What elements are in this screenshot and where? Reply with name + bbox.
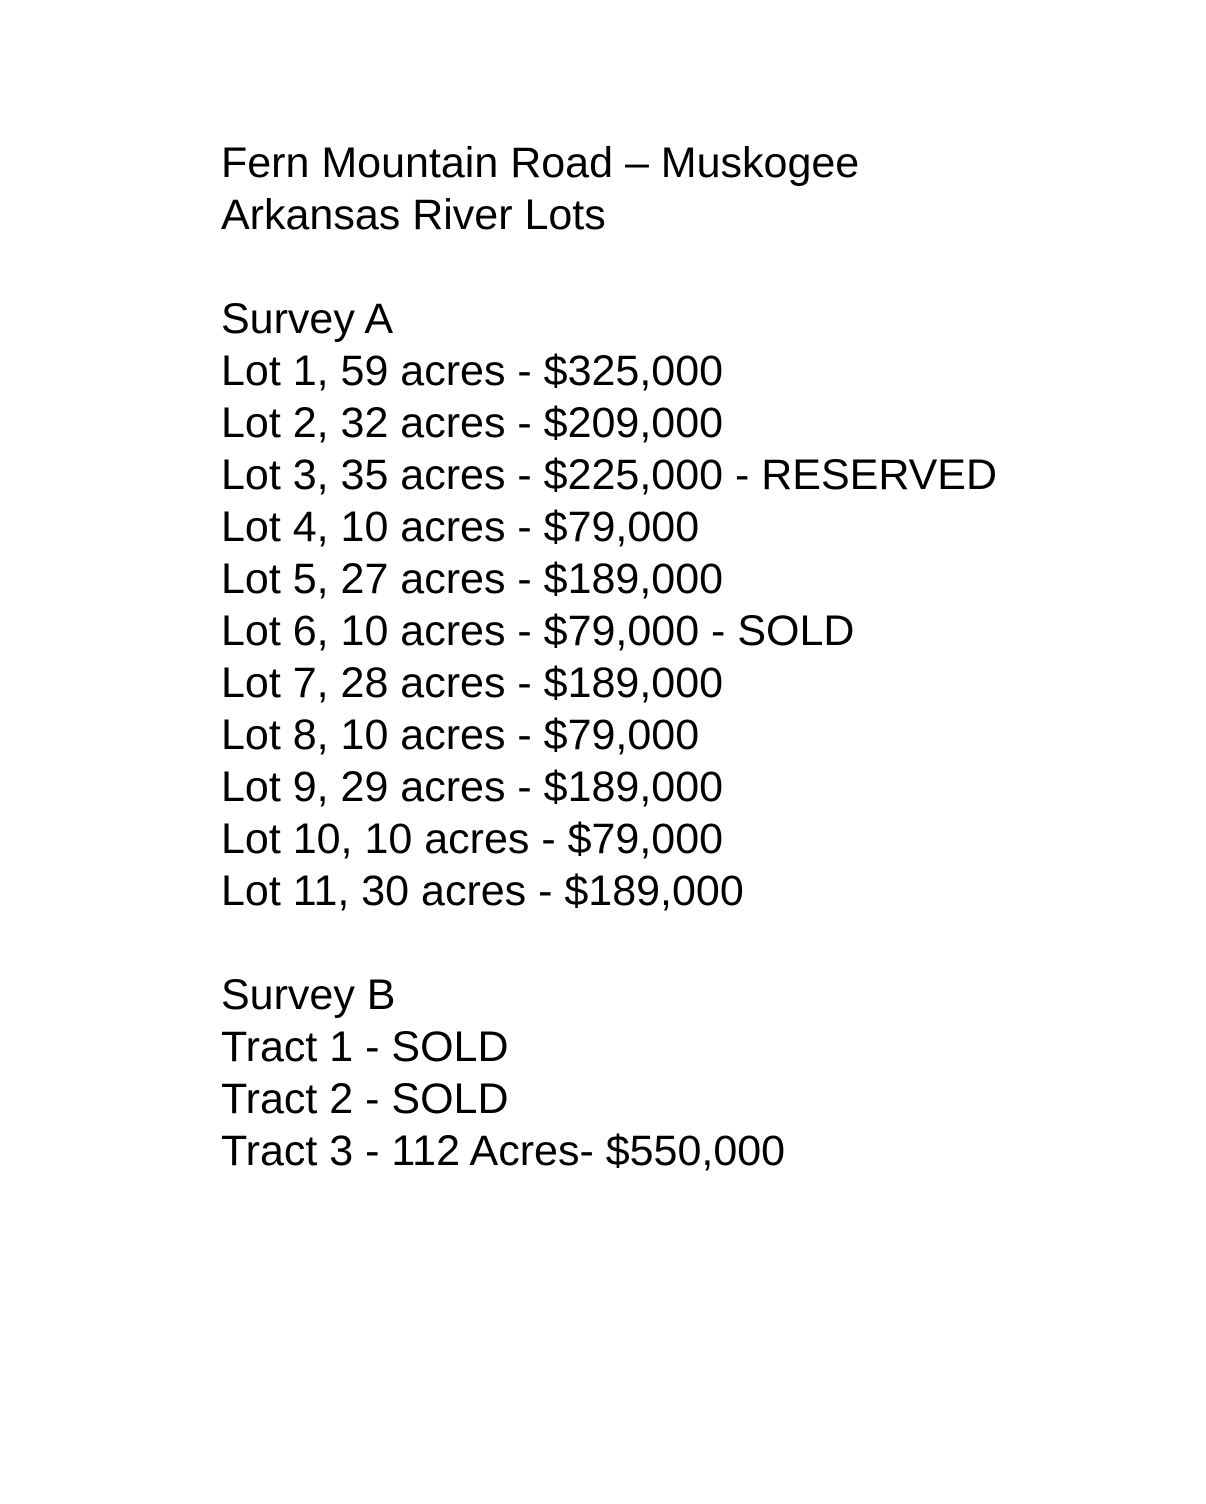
document-subtitle: Arkansas River Lots xyxy=(221,191,606,239)
survey-a-section xyxy=(221,293,1181,917)
list-item: Tract 1 - SOLD xyxy=(221,1023,509,1071)
list-item: Tract 3 - 112 Acres- $550,000 xyxy=(221,1127,786,1175)
survey-a-heading: Survey A xyxy=(221,295,394,343)
list-item: Lot 11, 30 acres - $189,000 xyxy=(221,867,744,915)
list-item: Lot 5, 27 acres - $189,000 xyxy=(221,555,724,603)
list-item: Lot 2, 32 acres - $209,000 xyxy=(221,399,724,447)
survey-b-section xyxy=(221,969,1181,1177)
survey-b-heading: Survey B xyxy=(221,971,396,1019)
list-item: Tract 2 - SOLD xyxy=(221,1075,509,1123)
list-item: Lot 6, 10 acres - $79,000 - SOLD xyxy=(221,607,855,655)
list-item: Lot 1, 59 acres - $325,000 xyxy=(221,347,724,395)
list-item: Lot 10, 10 acres - $79,000 xyxy=(221,815,724,863)
list-item: Lot 3, 35 acres - $225,000 - RESERVED xyxy=(221,451,998,499)
list-item: Lot 4, 10 acres - $79,000 xyxy=(221,503,700,551)
document-title: Fern Mountain Road – Muskogee xyxy=(221,139,860,187)
list-item: Lot 7, 28 acres - $189,000 xyxy=(221,659,724,707)
spacer xyxy=(221,241,1181,293)
document-page xyxy=(221,137,1181,1177)
spacer xyxy=(221,917,1181,969)
list-item: Lot 9, 29 acres - $189,000 xyxy=(221,763,724,811)
list-item: Lot 8, 10 acres - $79,000 xyxy=(221,711,700,759)
